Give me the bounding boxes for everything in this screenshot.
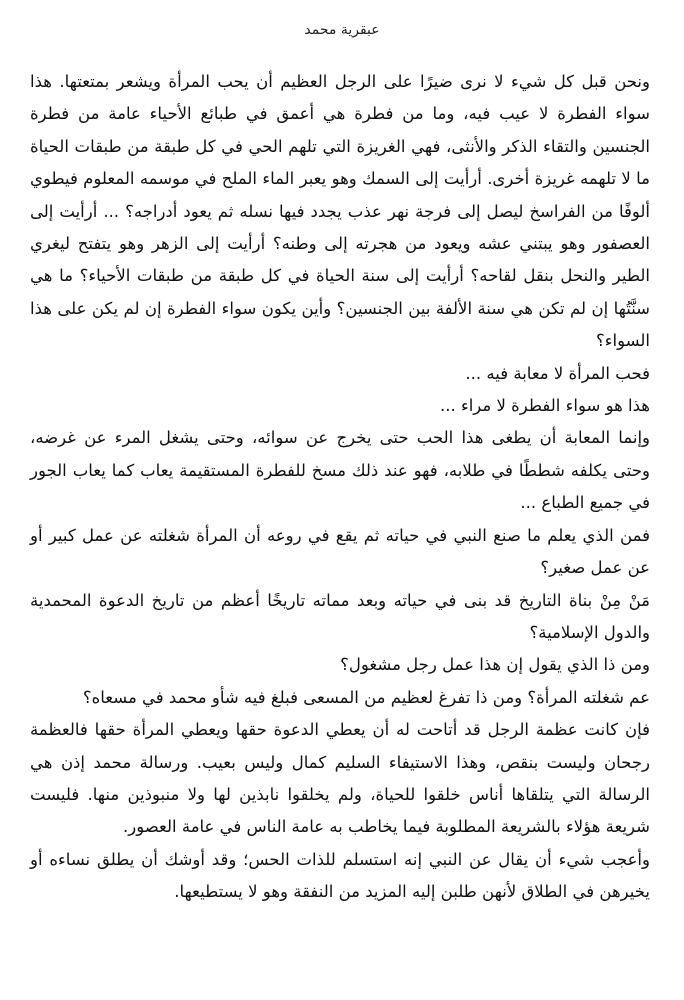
paragraph: فمن الذي يعلم ما صنع النبي في حياته ثم يقع في روعه أن المرأة شغلته عن عمل كبير أو عن عمل صغير؟ [30, 525, 650, 578]
paragraph: عم شغلته المرأة؟ ومن ذا تفرغ لعظيم من المسعى فبلغ فيه شأو محمد في مسعاه؟ [82, 687, 650, 707]
paragraph: وأعجب شيء أن يقال عن النبي إنه استسلم للذات الحس؛ وقد أوشك أن يطلق نساءه أو يخيرهن في الطلاق لأنهن طلبن إليه المزيد من النفقة وهو لا يستطيعها. [30, 849, 650, 902]
paragraph: ونحن قبل كل شيء لا نرى ضيرًا على الرجل العظيم أن يحب المرأة ويشعر بمتعتها. هذا سواء الفطرة لا عيب فيه، وما من فطرة هي أعمق في طبائع الأحياء عامة من فطرة الجنسين والتقاء الذكر والأنثى، فهي الغريزة التي تلهم الحي في كل طبقة من طبقات الحياة ما لا تلهمه غريزة أخرى. أرأيت إلى السمك وهو يعبر الماء الملح في موسمه المعلوم فيطوي ألوفًا من الفراسخ ليصل إلى فرجة نهر عذب يجدد فيها نسله ثم يعود أدراجه؟ ... أرأيت إلى العصفور وهو يبتني عشه ويعود من هجرته إلى وطنه؟ أرأيت إلى الزهر وهو يتفتح ليغري الطير والنحل بنقل لقاحه؟ أرأيت إلى سنة الحياة في كل طبقة من طبقات الأحياء؟ ما هي سنَّتُها إن لم تكن هي سنة الألفة بين الجنسين؟ وأين يكون سواء الفطرة إن لم يكن على هذا السواء؟ [30, 72, 650, 351]
running-header: عبقرية محمد [304, 22, 380, 38]
body-text [30, 66, 650, 909]
paragraph: فإن كانت عظمة الرجل قد أتاحت له أن يعطي الدعوة حقها ويعطي المرأة حقها فالعظمة رجحان وليست بنقص، وهذا الاستيفاء السليم كمال وليس بعيب. ورسالة محمد إذن هي الرسالة التي يتلقاها أناس خلقوا للحياة، ولم يخلقوا نابذين لها ولا منبوذين منها. فليست شريعة هؤلاء بالشريعة المطلوبة فيما يخاطب به عامة الناس في عامة العصور. [30, 720, 650, 837]
paragraph: هذا هو سواء الفطرة لا مراء ... [439, 396, 650, 416]
paragraph: وإنما المعابة أن يطغى هذا الحب حتى يخرج عن سوائه، وحتى يشغل المرء عن غرضه، وحتى يكلفه شططًا في طلابه، فهو عند ذلك مسخ للفطرة المستقيمة يعاب كما يعاب الجور في جميع الطباع ... [30, 428, 650, 513]
paragraph: مَنْ مِنْ بناة التاريخ قد بنى في حياته وبعد مماته تاريخًا أعظم من تاريخ الدعوة المحمدية والدول الإسلامية؟ [30, 590, 650, 642]
paragraph: فحب المرأة لا معابة فيه ... [465, 363, 650, 383]
paragraph: ومن ذا الذي يقول إن هذا عمل رجل مشغول؟ [340, 655, 650, 675]
